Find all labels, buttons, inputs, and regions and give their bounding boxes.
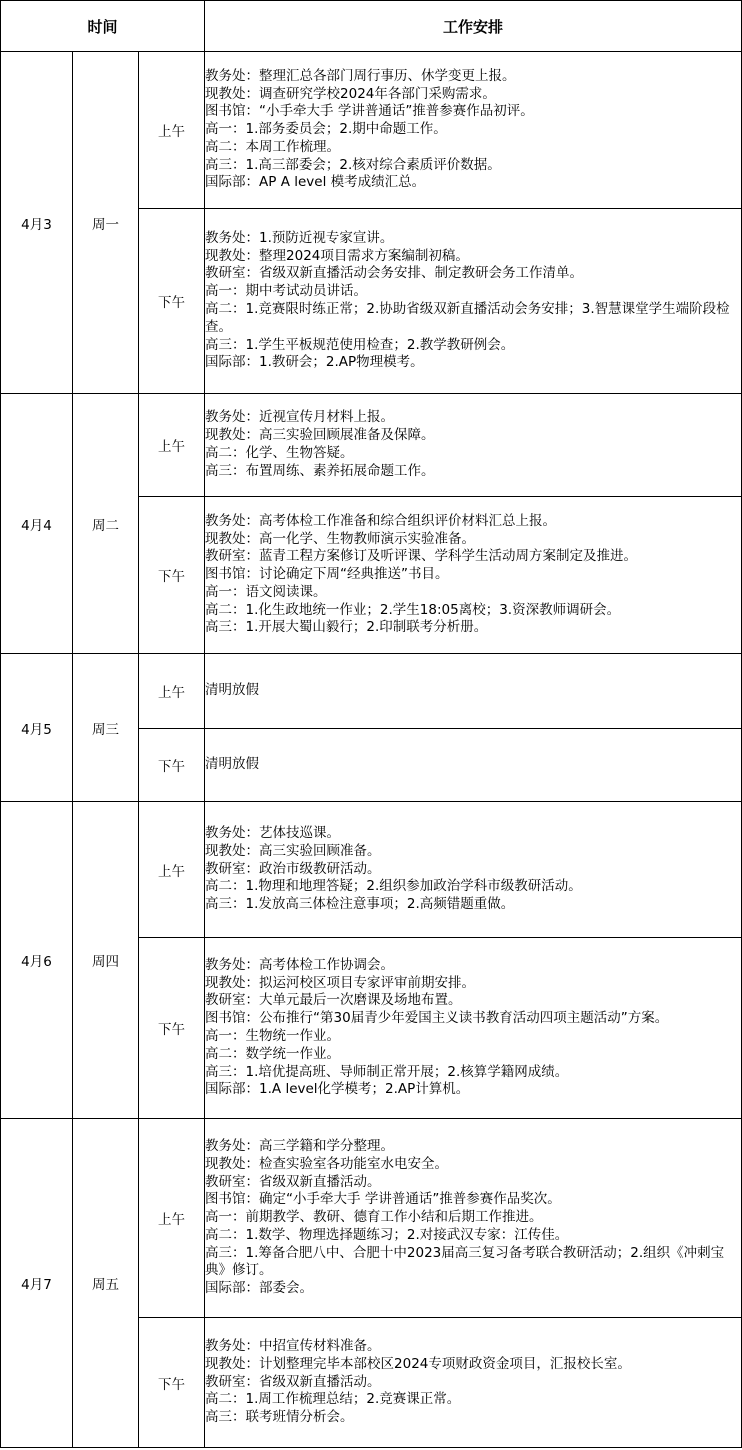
date-cell: 4月3 xyxy=(1,52,73,394)
tasks-cell xyxy=(205,497,742,654)
task-line: 高二：1.数学、物理选择题练习；2.对接武汉专家：江传佳。 xyxy=(205,1226,569,1243)
task-line: 现教处：调查研究学校2024年各部门采购需求。 xyxy=(205,85,496,102)
task-line: 现教处：整理2024项目需求方案编制初稿。 xyxy=(205,247,469,264)
task-line: 高三：1.学生平板规范使用检查；2.教学教研例会。 xyxy=(205,336,515,353)
tasks-cell xyxy=(205,1318,742,1448)
weekday-cell: 周二 xyxy=(73,394,139,654)
date-cell: 4月7 xyxy=(1,1119,73,1448)
task-line: 高二：数学统一作业。 xyxy=(205,1045,341,1062)
tasks-cell xyxy=(205,52,742,209)
schedule-row xyxy=(1,654,742,729)
task-line: 国际部：1.A level化学模考；2.AP计算机。 xyxy=(205,1081,470,1098)
schedule-row xyxy=(1,802,742,938)
task-line: 高二：1.化生政地统一作业；2.学生18:05离校；3.资深教师调研会。 xyxy=(205,601,621,618)
weekday-cell: 周四 xyxy=(73,802,139,1119)
task-line: 高三：1.发放高三体检注意事项；2.高频错题重做。 xyxy=(205,896,515,913)
schedule-row xyxy=(1,52,742,209)
task-line: 教研室：省级双新直播活动。 xyxy=(205,1373,381,1390)
weekday-cell: 周一 xyxy=(73,52,139,394)
task-line: 教研室：蓝青工程方案修订及听评课、学科学生活动周方案制定及推进。 xyxy=(205,548,638,565)
date-cell: 4月4 xyxy=(1,394,73,654)
task-line: 高二：1.周工作梳理总结；2.竞赛课正常。 xyxy=(205,1391,461,1408)
task-line: 教务处：高三学籍和学分整理。 xyxy=(205,1137,395,1154)
task-line: 高二：1.物理和地理答疑；2.组织参加政治学科市级教研活动。 xyxy=(205,878,582,895)
task-line: 教务处：整理汇总各部门周行事历、休学变更上报。 xyxy=(205,67,516,84)
task-line: 图书馆：讨论确定下周“经典推送”书目。 xyxy=(205,566,449,583)
task-line: 高三：1.开展大蜀山毅行；2.印制联考分析册。 xyxy=(205,619,488,636)
task-line: 高三：1.培优提高班、导师制正常开展；2.核算学籍网成绩。 xyxy=(205,1063,569,1080)
task-line: 教务处：高考体检工作准备和综合组织评价材料汇总上报。 xyxy=(205,512,557,529)
header-row xyxy=(1,1,742,52)
task-line: 现教处：高三实验回顾准备。 xyxy=(205,842,381,859)
period-cell: 上午 xyxy=(139,654,205,729)
period-cell: 下午 xyxy=(139,1318,205,1448)
task-line: 教研室：省级双新直播活动。 xyxy=(205,1173,381,1190)
task-line: 高一：1.部务委员会；2.期中命题工作。 xyxy=(205,121,447,138)
task-line: 高三：联考班情分析会。 xyxy=(205,1409,354,1426)
task-line: 教务处：1.预防近视专家宣讲。 xyxy=(205,229,394,246)
task-line: 现教处：高一化学、生物教师演示实验准备。 xyxy=(205,530,476,547)
task-line: 高一：期中考试动员讲话。 xyxy=(205,283,368,300)
tasks-cell xyxy=(205,938,742,1119)
schedule-body xyxy=(1,52,742,1448)
task-line: 教务处：高考体检工作协调会。 xyxy=(205,956,395,973)
task-line: 高二：化学、生物答疑。 xyxy=(205,445,354,461)
schedule-row xyxy=(1,1119,742,1318)
tasks-cell xyxy=(205,729,742,802)
header-time: 时间 xyxy=(1,1,205,52)
task-line: 高三：1.筹备合肥八中、合肥十中2023届高三复习备考联合教研活动；2.组织《冲刺宝典》修订。 xyxy=(205,1244,725,1279)
task-line: 图书馆：公布推行“第30届青少年爱国主义读书教育活动四项主题活动”方案。 xyxy=(205,1010,669,1027)
task-line: 高一：语文阅读课。 xyxy=(205,583,327,600)
task-line: 国际部：AP A level 模考成绩汇总。 xyxy=(205,174,426,191)
task-line: 现教处：高三实验回顾展准备及保障。 xyxy=(205,427,435,444)
task-line: 教务处：中招宣传材料准备。 xyxy=(205,1338,381,1354)
tasks-cell xyxy=(205,802,742,938)
period-cell: 下午 xyxy=(139,729,205,802)
tasks-cell xyxy=(205,209,742,394)
task-line: 教研室：大单元最后一次磨课及场地布置。 xyxy=(205,992,462,1009)
task-line: 高一：前期教学、教研、德育工作小结和后期工作推进。 xyxy=(205,1209,543,1226)
tasks-cell xyxy=(205,1119,742,1318)
task-line: 图书馆：“小手牵大手 学讲普通话”推普参赛作品初评。 xyxy=(205,103,534,120)
schedule-row xyxy=(1,394,742,497)
task-line: 现教处：计划整理完毕本部校区2024专项财政资金项目，汇报校长室。 xyxy=(205,1355,631,1372)
date-cell: 4月6 xyxy=(1,802,73,1119)
task-line: 教务处：近视宣传月材料上报。 xyxy=(205,409,395,426)
period-cell: 上午 xyxy=(139,394,205,497)
header-work: 工作安排 xyxy=(205,1,742,52)
tasks-cell xyxy=(205,654,742,729)
task-line: 现教处：检查实验室各功能室水电安全。 xyxy=(205,1155,449,1172)
task-line: 图书馆：确定“小手牵大手 学讲普通话”推普参赛作品奖次。 xyxy=(205,1191,561,1208)
task-line: 高二：1.竞赛限时练正常；2.协助省级双新直播活动会务安排；3.智慧课堂学生端阶段检查。 xyxy=(205,301,730,335)
task-line: 高三：1.高三部委会；2.核对综合素质评价数据。 xyxy=(205,156,501,173)
task-line: 清明放假 xyxy=(205,682,260,699)
task-line: 教研室：政治市级教研活动。 xyxy=(205,860,381,877)
task-line: 高二：本周工作梳理。 xyxy=(205,138,341,155)
task-line: 高三：布置周练、素养拓展命题工作。 xyxy=(205,462,435,479)
task-line: 教务处：艺体技巡课。 xyxy=(205,825,341,841)
period-cell: 上午 xyxy=(139,802,205,938)
task-line: 高一：生物统一作业。 xyxy=(205,1028,341,1044)
task-line: 清明放假 xyxy=(205,756,260,773)
period-cell: 上午 xyxy=(139,52,205,209)
period-cell: 上午 xyxy=(139,1119,205,1318)
period-cell: 下午 xyxy=(139,209,205,394)
task-line: 国际部：1.教研会；2.AP物理模考。 xyxy=(205,354,424,371)
period-cell: 下午 xyxy=(139,497,205,654)
task-line: 教研室：省级双新直播活动会务安排、制定教研会务工作清单。 xyxy=(205,265,584,282)
weekday-cell: 周五 xyxy=(73,1119,139,1448)
task-line: 国际部：部委会。 xyxy=(205,1280,314,1297)
period-cell: 下午 xyxy=(139,938,205,1119)
tasks-cell xyxy=(205,394,742,497)
weekday-cell: 周三 xyxy=(73,654,139,802)
date-cell: 4月5 xyxy=(1,654,73,802)
task-line: 现教处：拟运河校区项目专家评审前期安排。 xyxy=(205,974,476,991)
